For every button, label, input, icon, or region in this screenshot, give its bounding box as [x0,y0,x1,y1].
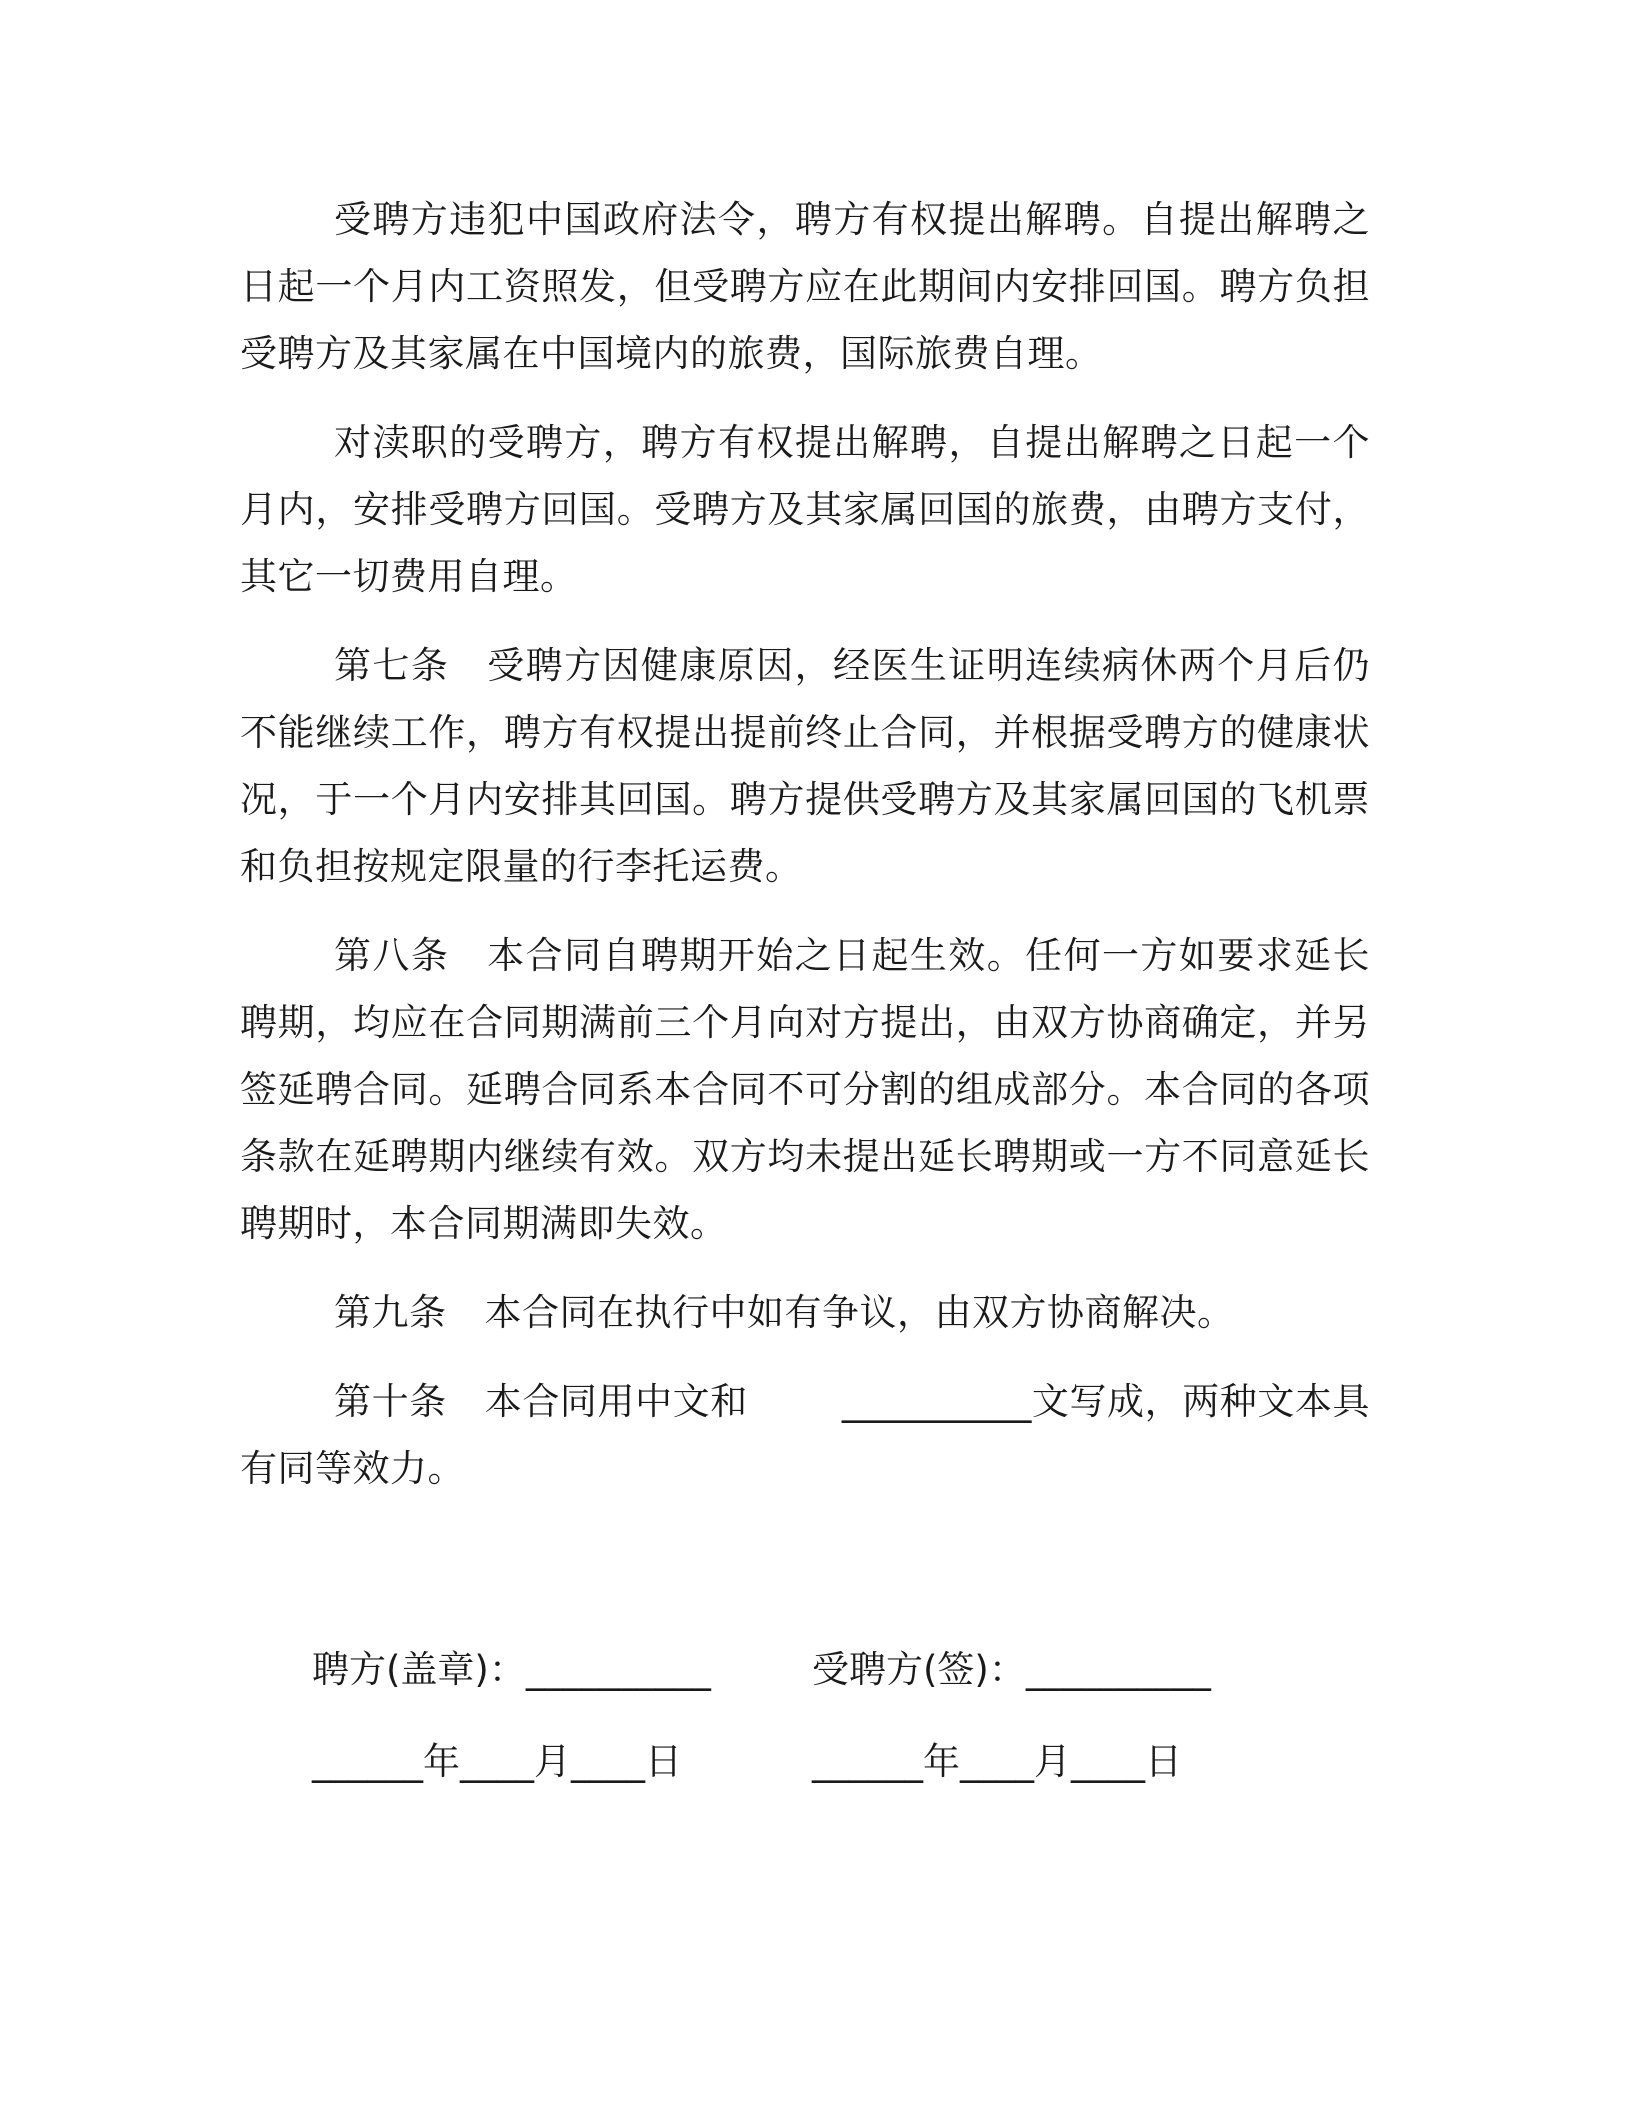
article-number: 第八条 [334,934,450,977]
paragraph-text-before-blank: 本合同用中文和 [484,1380,748,1423]
employee-date: ______年____月____日 [812,1740,1182,1783]
article-number: 第七条 [334,644,450,687]
paragraph-text: 本合同在执行中如有争议，由双方协商解决。 [484,1291,1235,1334]
paragraph-text: 对渎职的受聘方，聘方有权提出解聘，自提出解聘之日起一个月内，安排受聘方回国。受聘方及其家属回国的旅费，由聘方支付，其它一切费用自理。 [240,421,1370,598]
article-ten [240,1368,1370,1502]
signature-row [312,1640,1312,1700]
employer-label: 聘方(盖章)： [312,1648,526,1691]
date-row [312,1732,1312,1792]
language-blank: __________ [841,1380,1032,1423]
paragraph-text: 本合同自聘期开始之日起生效。任何一方如要求延长聘期，均应在合同期满前三个月向对方提出，由双方协商确定，并另签延聘合同。延聘合同系本合同不可分割的组成部分。本合同的各项条款在延聘期内继续有效。双方均未提出延长聘期或一方不同意延长聘期时，本合同期满即失效。 [240,934,1371,1245]
article-number: 第九条 [334,1291,447,1334]
contract-body [240,186,1370,1524]
employer-blank: __________ [525,1648,711,1691]
article-eight [240,922,1370,1257]
article-seven [240,632,1370,900]
employee-blank: __________ [1025,1648,1211,1691]
employee-signature [812,1640,1312,1700]
paragraph-text: 受聘方违犯中国政府法令，聘方有权提出解聘。自提出解聘之日起一个月内工资照发，但受聘方应在此期间内安排回国。聘方负担受聘方及其家属在中国境内的旅费，国际旅费自理。 [240,198,1370,375]
employer-signature [312,1640,812,1700]
paragraph-dismissal-negligence [240,409,1370,610]
article-nine [240,1279,1370,1346]
paragraph-dismissal-violation [240,186,1370,387]
employee-label: 受聘方(签)： [812,1648,1026,1691]
article-number: 第十条 [334,1380,447,1423]
employer-date: ______年____月____日 [312,1740,682,1783]
paragraph-text-after-blank: 文写成，两种文本具有同等效力。 [240,1380,1371,1490]
paragraph-text: 受聘方因健康原因，经医生证明连续病休两个月后仍不能继续工作，聘方有权提出提前终止合同，并根据受聘方的健康状况，于一个月内安排其回国。聘方提供受聘方及其家属回国的飞机票和负担按规定限量的行李托运费。 [240,644,1371,888]
signature-block [312,1640,1312,1824]
